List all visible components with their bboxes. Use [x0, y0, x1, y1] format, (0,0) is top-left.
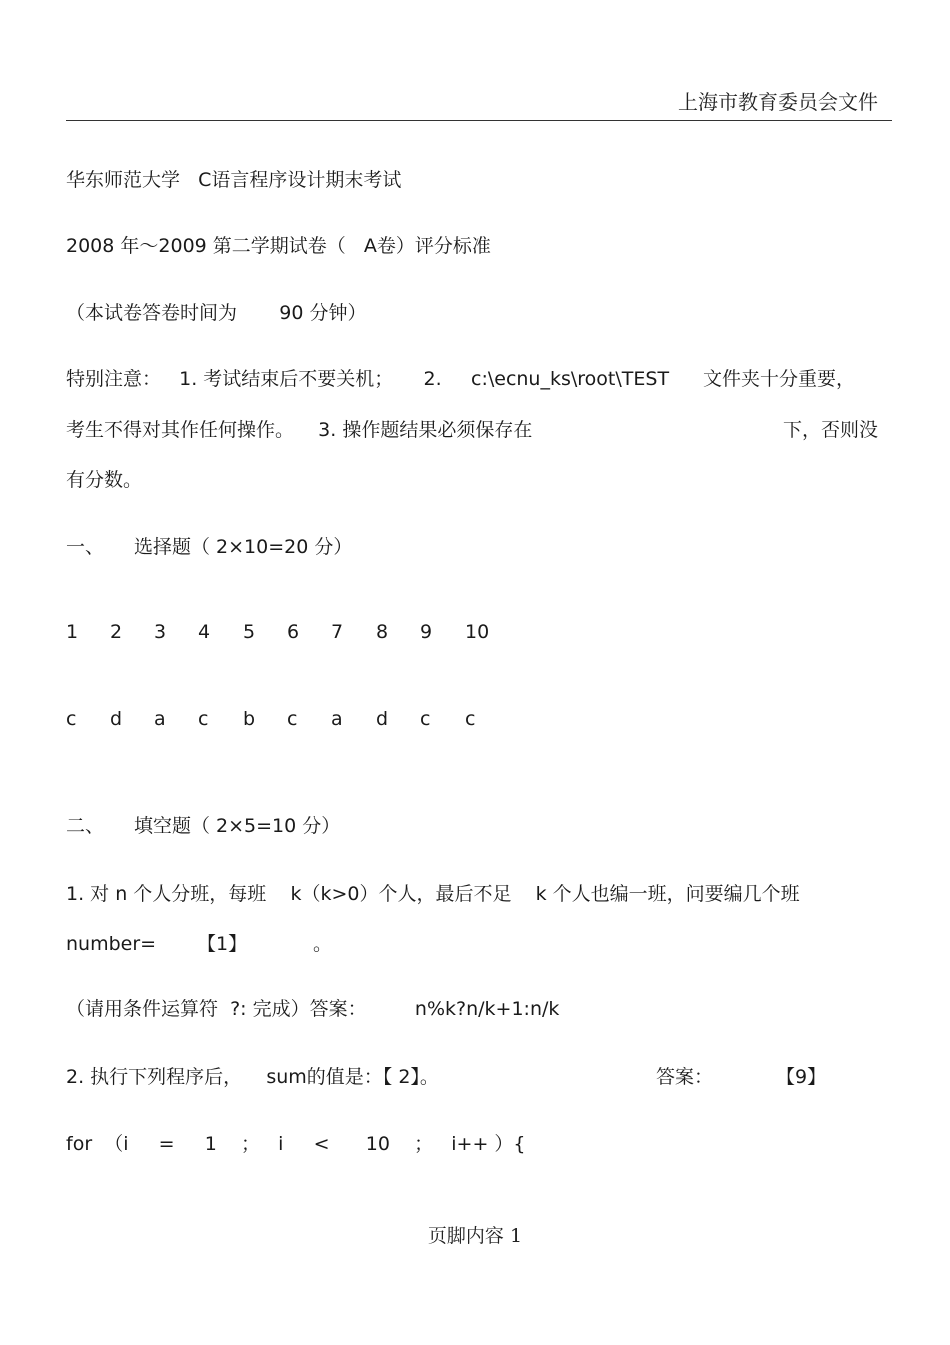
answer-number-cell: 3 [154, 621, 167, 643]
question1-number-label: number= [66, 933, 157, 955]
notice-line1-part1: 特别注意： 1. 考试结束后不要关机； 2. [66, 368, 442, 390]
section2-number: 二、 [66, 815, 105, 837]
section1-heading: 选择题（ 2×10=20 分） [134, 536, 353, 558]
question1-blank: 【1】 [197, 933, 248, 955]
answer-numbers-row [66, 620, 566, 644]
exam-duration: （本试卷答卷时间为 90 分钟） [66, 302, 367, 324]
answer-number-cell: 8 [376, 621, 389, 643]
answer-number-cell: 6 [287, 621, 300, 643]
page-footer: 页脚内容 1 [427, 1225, 523, 1247]
question1-period: 。 [313, 933, 333, 955]
answer-letter-cell: c [66, 708, 77, 730]
notice-path: c:\ecnu_ks\root\TEST [471, 368, 670, 390]
answer-letter-cell: c [287, 708, 298, 730]
answer-letter-cell: c [465, 708, 476, 730]
answer-number-cell: 10 [465, 621, 490, 643]
notice-line1-part2: 文件夹十分重要， [703, 368, 856, 390]
exam-subtitle: 2008 年～2009 第二学期试卷（ A卷）评分标准 [66, 235, 491, 257]
header-title: 上海市教育委员会文件 [678, 90, 878, 114]
answer-number-cell: 5 [243, 621, 256, 643]
answer-letter-cell: d [110, 708, 123, 730]
answer-letter-cell: a [154, 708, 166, 730]
answer-number-cell: 9 [420, 621, 433, 643]
question1-answer: （请用条件运算符 ?: 完成）答案： n%k?n/k+1:n/k [66, 998, 560, 1020]
answer-letter-cell: b [243, 708, 256, 730]
answer-letters-row [66, 707, 566, 731]
question1-text: 1. 对 n 个人分班，每班 k（k>0）个人，最后不足 k 个人也编一班，问要编几个班 [66, 883, 800, 905]
answer-number-cell: 4 [198, 621, 211, 643]
answer-number-cell: 2 [110, 621, 123, 643]
section2-heading: 填空题（ 2×5=10 分） [134, 815, 341, 837]
question2-text: 2. 执行下列程序后， sum的值是：【 2】。 [66, 1066, 439, 1088]
answer-letter-cell: c [420, 708, 431, 730]
answer-number-cell: 1 [66, 621, 79, 643]
answer-letter-cell: c [198, 708, 209, 730]
answer-letter-cell: a [331, 708, 343, 730]
exam-title: 华东师范大学 C语言程序设计期末考试 [66, 169, 402, 191]
section1-number: 一、 [66, 536, 105, 558]
notice-line2-part1: 考生不得对其作任何操作。 3. 操作题结果必须保存在 [66, 419, 533, 441]
question2-answer-value: 【9】 [776, 1066, 827, 1088]
header-rule [66, 120, 892, 121]
answer-number-cell: 7 [331, 621, 344, 643]
question2-answer-label: 答案： [656, 1066, 714, 1088]
notice-line2-part2: 下，否则没 [783, 419, 879, 441]
code-line: for （i = 1 ； i < 10 ； i++ ）{ [66, 1133, 526, 1155]
answer-letter-cell: d [376, 708, 389, 730]
notice-line3: 有分数。 [66, 469, 143, 491]
